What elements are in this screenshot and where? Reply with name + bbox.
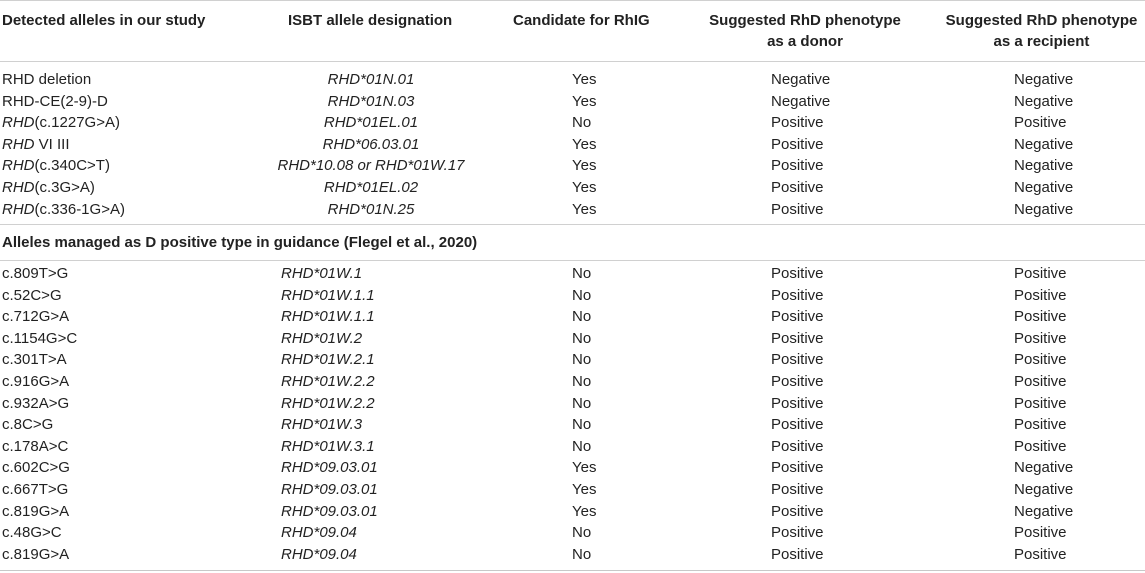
donor-cell: Positive [771,373,824,390]
donor-cell: Positive [771,437,824,455]
rhig-cell: Yes [572,157,597,175]
rhig-cell: No [572,265,592,282]
allele-cell: c.712G>A [2,308,70,326]
allele-cell [2,134,70,156]
table-row [0,393,1145,415]
table-row [0,371,1145,393]
rhig-cell: No [572,114,592,132]
rhig-cell: No [572,524,592,542]
allele-variant: RHD deletion [2,71,92,88]
allele-cell [2,155,110,177]
isbt-cell: RHD*01W.2.2 [281,373,375,390]
table-row [0,69,1145,91]
allele-gene: RHD [2,200,35,218]
header-recipient-line1: Suggested RhD phenotype [945,12,1138,29]
section-rule [0,224,1145,225]
table-top-rule [0,0,1145,1]
allele-cell: c.8C>G [2,416,54,434]
donor-cell: Positive [771,157,824,175]
isbt-cell: RHD*01W.2.1 [281,351,375,369]
header-isbt-designation: ISBT allele designation [288,12,453,29]
rhig-cell: Yes [572,179,597,196]
rhig-cell: Yes [572,135,597,153]
rhig-cell: No [572,329,592,347]
allele-variant: RHD-CE(2-9)-D [2,92,108,110]
donor-cell: Positive [771,416,824,434]
table-row [0,306,1145,328]
isbt-cell: RHD*01W.2.2 [281,394,375,412]
header-rhig-candidate: Candidate for RhIG [513,12,650,29]
recipient-cell: Negative [1014,481,1074,498]
isbt-cell: RHD*01EL.01 [323,114,419,132]
rhig-cell: Yes [572,71,597,88]
allele-cell [2,112,120,134]
rhig-cell: No [572,416,592,434]
header-donor-phenotype [700,10,910,52]
table-row [0,479,1145,501]
donor-cell: Positive [771,135,824,153]
recipient-cell: Negative [1014,92,1074,110]
allele-cell: c.819G>A [2,545,70,563]
section-title-rule [0,260,1145,261]
table-row [0,285,1145,307]
allele-cell [2,199,125,221]
isbt-cell: RHD*01W.1.1 [281,308,375,326]
allele-cell [2,91,108,113]
isbt-cell: RHD*09.03.01 [281,502,378,520]
rhig-cell: Yes [572,459,597,477]
recipient-cell: Positive [1014,308,1067,326]
isbt-cell: RHD*10.08 or RHD*01W.17 [277,157,465,175]
donor-cell: Positive [771,459,824,477]
table-row [0,177,1145,199]
recipient-cell: Negative [1014,200,1074,218]
allele-cell: c.819G>A [2,502,70,520]
rhig-cell: No [572,437,592,455]
allele-variant: VI III [34,135,70,153]
recipient-cell: Positive [1014,545,1067,563]
table-row [0,544,1145,566]
isbt-cell: RHD*09.04 [281,545,357,563]
allele-gene: RHD [2,157,35,175]
allele-cell: c.301T>A [2,351,67,369]
allele-cell: c.667T>G [2,481,69,498]
recipient-cell: Positive [1014,437,1067,455]
donor-cell: Positive [771,329,824,347]
allele-gene: RHD [2,179,35,196]
donor-cell: Positive [771,481,824,498]
section-title: Alleles managed as D positive type in guidance (Flegel et al., 2020) [2,234,478,251]
header-recipient-line2: as a recipient [993,33,1090,50]
allele-cell: c.602C>G [2,459,70,477]
isbt-cell: RHD*09.03.01 [281,459,378,477]
allele-cell: c.932A>G [2,394,70,412]
rhig-cell: Yes [572,481,597,498]
recipient-cell: Positive [1014,265,1067,282]
donor-cell: Positive [771,502,824,520]
isbt-cell: RHD*09.04 [281,524,357,542]
table-row [0,501,1145,523]
recipient-cell: Negative [1014,71,1074,88]
recipient-cell: Positive [1014,416,1067,434]
isbt-cell: RHD*06.03.01 [322,135,420,153]
donor-cell: Positive [771,286,824,304]
allele-cell: c.916G>A [2,373,70,390]
header-detected-alleles: Detected alleles in our study [2,12,206,29]
allele-cell: c.178A>C [2,437,69,455]
rhig-cell: No [572,286,592,304]
isbt-cell: RHD*01W.3.1 [281,437,375,455]
donor-cell: Positive [771,308,824,326]
recipient-cell: Negative [1014,179,1074,196]
isbt-cell: RHD*01W.1 [281,265,363,282]
donor-cell: Positive [771,265,824,282]
recipient-cell: Positive [1014,286,1067,304]
rhig-cell: Yes [572,200,597,218]
rhig-cell: No [572,394,592,412]
allele-variant: (c.336-1G>A) [34,200,125,218]
rhig-cell: No [572,308,592,326]
isbt-cell: RHD*01EL.02 [323,179,419,196]
table-row [0,155,1145,177]
table-row [0,457,1145,479]
rhig-cell: No [572,351,592,369]
donor-cell: Negative [771,71,831,88]
allele-cell [2,69,91,91]
donor-cell: Positive [771,394,824,412]
recipient-cell: Positive [1014,394,1067,412]
rhig-cell: No [572,545,592,563]
rhig-cell: Yes [572,502,597,520]
recipient-cell: Positive [1014,524,1067,542]
recipient-cell: Positive [1014,351,1067,369]
donor-cell: Positive [771,114,824,132]
table-bottom-rule [0,570,1145,571]
isbt-cell: RHD*01W.3 [281,416,363,434]
donor-cell: Positive [771,545,824,563]
table-row [0,414,1145,436]
allele-variant: (c.340C>T) [34,157,110,175]
allele-cell: c.1154G>C [2,329,78,347]
isbt-cell: RHD*01W.2 [281,329,363,347]
donor-cell: Positive [771,351,824,369]
donor-cell: Positive [771,200,824,218]
header-donor-line2: as a donor [767,33,843,50]
recipient-cell: Negative [1014,157,1074,175]
allele-cell: c.809T>G [2,265,69,282]
rhig-cell: Yes [572,92,597,110]
allele-cell [2,177,95,199]
allele-gene: RHD [2,114,35,132]
allele-cell: c.48G>C [2,524,62,542]
table-row [0,91,1145,113]
allele-cell: c.52C>G [2,286,62,304]
isbt-cell: RHD*01N.25 [327,200,415,218]
donor-cell: Positive [771,179,824,196]
table-row [0,263,1145,285]
table-row [0,436,1145,458]
table-row [0,134,1145,156]
allele-gene: RHD [2,135,35,153]
isbt-cell: RHD*01W.1.1 [281,286,375,304]
allele-variant: (c.3G>A) [34,179,95,196]
donor-cell: Positive [771,524,824,542]
table-row [0,522,1145,544]
isbt-cell: RHD*01N.01 [327,71,415,88]
donor-cell: Negative [771,92,831,110]
header-rule [0,61,1145,62]
recipient-cell: Positive [1014,373,1067,390]
table-row [0,349,1145,371]
recipient-cell: Positive [1014,114,1067,132]
isbt-cell: RHD*09.03.01 [281,481,378,498]
recipient-cell: Negative [1014,459,1074,477]
header-recipient-phenotype [938,10,1145,52]
table-row [0,112,1145,134]
isbt-cell: RHD*01N.03 [327,92,415,110]
recipient-cell: Negative [1014,502,1074,520]
recipient-cell: Positive [1014,329,1067,347]
rhig-cell: No [572,373,592,390]
recipient-cell: Negative [1014,135,1074,153]
table-row [0,199,1145,221]
allele-variant: (c.1227G>A) [34,114,120,132]
header-donor-line1: Suggested RhD phenotype [709,12,901,29]
table-row [0,328,1145,350]
